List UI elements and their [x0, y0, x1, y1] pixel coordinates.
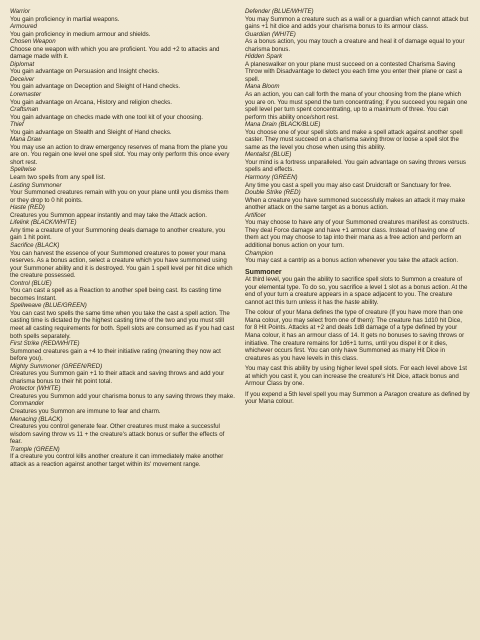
feature-description: Creatures you control generate fear. Other creatures must make a successful wisdom saving throw vs 11 + the creature's attack bonus or suffer the effects of fear.: [10, 423, 225, 446]
feature-entry: [10, 91, 235, 106]
feature-title: Double Strike (RED): [245, 189, 301, 197]
feature-title: First Strike (RED/WHITE): [10, 340, 80, 348]
right-entries: [245, 8, 470, 265]
feature-title: Guardian (WHITE): [245, 30, 296, 38]
feature-entry: [10, 61, 235, 76]
feature-description: A planeswalker on your plane must succeed on a contested Charisma Saving Throw with Disadvantage to detect you each time you enter their plane or cast a spell.: [245, 60, 463, 83]
summoner-section: [245, 269, 470, 406]
feature-description: You may cast a cantrip as a bonus action whenever you take the attack action.: [245, 257, 459, 265]
feature-title: Mana Draw: [10, 136, 42, 144]
feature-title: Mana Bloom: [245, 83, 280, 91]
feature-title: Control (BLUE): [10, 279, 52, 287]
feature-entry: [10, 23, 235, 38]
feature-description: You gain advantage on Stealth and Sleight of Hand checks.: [10, 128, 172, 136]
summoner-p1-text: At third level, you gain the ability to sacrifice spell slots to Summon a creature of your elemental type. To do so, you sacrifice a level 1 slot as a bonus action. At the end of your turn a creature appears in a space adjacent to you. The creature cannot act this turn unless it has the: [245, 276, 468, 306]
feature-title: Champion: [245, 249, 273, 257]
feature-entry: [245, 151, 470, 174]
feature-title: Chosen Weapon: [10, 38, 56, 46]
feature-entry: [10, 136, 235, 166]
feature-entry: [10, 446, 235, 469]
summoner-p4-emphasis: Paragon: [383, 390, 408, 398]
feature-title: Spellweave (BLUE/GREEN): [10, 302, 87, 310]
feature-description: You gain advantage on Persuasion and Insight checks.: [10, 68, 160, 76]
feature-entry: [10, 8, 235, 23]
feature-entry: [10, 204, 235, 219]
feature-title: Harmony (GREEN): [245, 174, 298, 182]
feature-description: As an action, you can call forth the mana of your choosing from the plane which you are on. You must spend the turn concentrating; if you succeed you regain one spell level per turn spent concentrating, up to a maximum of three. You can perform this ability once/short rest.: [245, 91, 468, 121]
feature-description: When a creature you have summoned successfully makes an attack it may make another attack on the same target as a bonus action.: [245, 196, 466, 212]
feature-title: Loremaster: [10, 91, 42, 99]
feature-description: You can cast a spell as a Reaction to another spell being cast. Its casting time becomes Instant.: [10, 287, 222, 302]
feature-description: Creatures you Summon are immune to fear and charm.: [10, 407, 161, 415]
feature-entry: [10, 182, 235, 205]
feature-description: If a creature you control kills another creature it can immediately make another attack as a reaction against another target within its' movement range.: [10, 453, 224, 468]
feature-description: Your Summoned creatures remain with you on your plane until you dismiss them or they drop to 0 hit points.: [10, 189, 229, 204]
feature-description: You gain proficiency in martial weapons.: [10, 15, 120, 23]
feature-title: Defender (BLUE/WHITE): [245, 8, 314, 15]
feature-title: Warrior: [10, 8, 31, 15]
feature-description: You gain advantage on checks made with one tool kit of your choosing.: [10, 113, 203, 121]
feature-description: You gain advantage on Arcana, History and religion checks.: [10, 98, 172, 106]
feature-entry: [245, 212, 470, 250]
feature-title: Commander: [10, 400, 44, 408]
feature-description: You may use an action to draw emergency reserves of mana from the plane you are on. You regain one level one spell slot. You may only perform this once every short rest.: [10, 143, 230, 166]
summoner-paragraph-1: [245, 276, 470, 306]
feature-entry: [10, 76, 235, 91]
feature-description: Creatures you Summon add your charisma bonus to any saving throws they make.: [10, 392, 235, 400]
feature-title: Artificer: [245, 211, 266, 219]
feature-title: Spellwise: [10, 166, 36, 174]
feature-entry: [10, 385, 235, 400]
feature-title: Thief: [10, 121, 24, 129]
feature-description: You gain proficiency in medium armour and shields.: [10, 30, 151, 38]
columns: [10, 8, 470, 468]
feature-title: Haste (RED): [10, 204, 45, 212]
feature-description: You can harvest the essence of your Summoned creatures to power your mana reserves. As a bonus action, select a creature which you have summoned using your Summoner ability and it is destroyed. You gain 1 spell level per hit dice which the creature possessed.: [10, 249, 233, 280]
summoner-p1-emphasis: haste: [344, 298, 360, 306]
feature-title: Protector (WHITE): [10, 385, 61, 393]
feature-description: Any time a creature of your Summoning deals damage to another creature, you gain 1 hit point.: [10, 226, 226, 242]
feature-entry: [245, 174, 470, 189]
feature-entry: [10, 38, 235, 61]
summoner-heading: Summoner: [245, 268, 282, 276]
summoner-paragraph-2: The colour of your Mana defines the type of creature (If you have more than one Mana colour, you may select from one of them): The creature has 1d10 hit Dice, for 8 Hit Points. Attacks at +2 and deals 1d8 damage of a type defined by your Mana colour, it has an armour class of 14. It gets no bonuses to saving throws or initiative. The creature remains for 1d6+1 turns, until you dispel it or it dies, whichever occurs first. You can only have Summoned as many Hit Dice in creatures as you have levels in this class.: [245, 309, 465, 362]
feature-title: Mighty Summoner (GREEN/RED): [10, 362, 103, 370]
feature-description: Choose one weapon with which you are proficient. You add +2 to attacks and damage made with it.: [10, 45, 220, 61]
feature-description: Creatures you Summon appear instantly and may take the Attack action.: [10, 211, 207, 219]
feature-entry: [10, 302, 235, 340]
feature-description: Any time you cast a spell you may also cast Druidcraft or Sanctuary for free.: [245, 181, 452, 189]
feature-title: Deceiver: [10, 75, 35, 83]
feature-description: You may choose to have any of your Summoned creatures manifest as constructs. They deal Force damage and have +1 armour class. Instead of having one of them act you may choose to tap into their mana as a free action and perform an additional bonus action on your turn.: [245, 219, 470, 249]
feature-entry: [10, 340, 235, 363]
feature-description: Summoned creatures gain a +4 to their initiative rating (meaning they now act before you).: [10, 347, 221, 363]
feature-entry: [245, 189, 470, 212]
summoner-p1-end: ability.: [359, 298, 379, 306]
feature-title: Armoured: [10, 23, 37, 31]
feature-title: Menacing (BLACK): [10, 415, 63, 423]
left-column: [10, 8, 235, 468]
feature-entry: [10, 363, 235, 386]
summoner-paragraph-3: You may cast this ability by using higher level spell slots. For each level above 1st at which you cast it, you can increase the creature's Hit Dice, attack bonus and Armour Class by one.: [245, 365, 467, 388]
feature-title: Mentalist (BLUE): [245, 151, 292, 159]
feature-entry: [10, 166, 235, 181]
feature-entry: [10, 219, 235, 242]
feature-description: Your mind is a fortress unparalleled. You gain advantage on saving throws versus spells and effects.: [245, 158, 466, 174]
feature-description: You may Summon a creature such as a wall or a guardian which cannot attack but gains +1 hit dice and adds your charisma bonus to its armour class.: [245, 15, 469, 31]
summoner-p4-end: creature as defined by your Mana colour.: [245, 390, 470, 406]
feature-description: Creatures you Summon gain +1 to their attack and saving throws and add your charisma bonus to their hit point total.: [10, 370, 225, 385]
feature-title: Lasting Summoner: [10, 181, 62, 189]
feature-entry: [245, 121, 470, 151]
summoner-paragraph-4: [245, 391, 470, 406]
feature-description: As a bonus action, you may touch a creature and heal it of damage equal to your charisma bonus.: [245, 38, 465, 53]
feature-entry: [245, 83, 470, 121]
feature-description: You choose one of your spell slots and make a spell attack against another spell caster. They must succeed on a charisma saving throw or loose a spell slot the same as the level you chose when using this ability.: [245, 128, 463, 151]
feature-title: Lifelink (BLACK/WHITE): [10, 219, 77, 227]
feature-entry: [245, 250, 470, 265]
feature-entry: [10, 242, 235, 280]
feature-title: Sacrifice (BLACK): [10, 241, 60, 249]
feature-title: Hidden Spark: [245, 53, 283, 61]
feature-entry: [10, 416, 235, 446]
feature-title: Mana Drain (BLACK/BLUE): [245, 121, 321, 129]
feature-title: Craftsman: [10, 106, 39, 114]
feature-description: You can cast two spells the same time when you take the cast a spell action. The casting time is dictated by the highest casting time of the two and you must still meet all casting requirements for both. Spell slots are consumed as if you had cast both spells separately.: [10, 309, 235, 340]
right-column: [245, 8, 470, 468]
feature-entry: [245, 31, 470, 54]
feature-title: Trample (GREEN): [10, 445, 60, 453]
feature-entry: [10, 121, 235, 136]
feature-description: You gain advantage on Deception and Sleight of Hand checks.: [10, 83, 181, 91]
feature-title: Diplomat: [10, 60, 35, 68]
feature-entry: [245, 8, 470, 31]
feature-entry: [245, 53, 470, 83]
summoner-p4-text: If you expend a 5th level spell you may Summon a: [245, 390, 384, 398]
feature-description: Learn two spells from any spell list.: [10, 174, 106, 182]
feature-entry: [10, 106, 235, 121]
feature-entry: [10, 280, 235, 303]
feature-entry: [10, 400, 235, 415]
